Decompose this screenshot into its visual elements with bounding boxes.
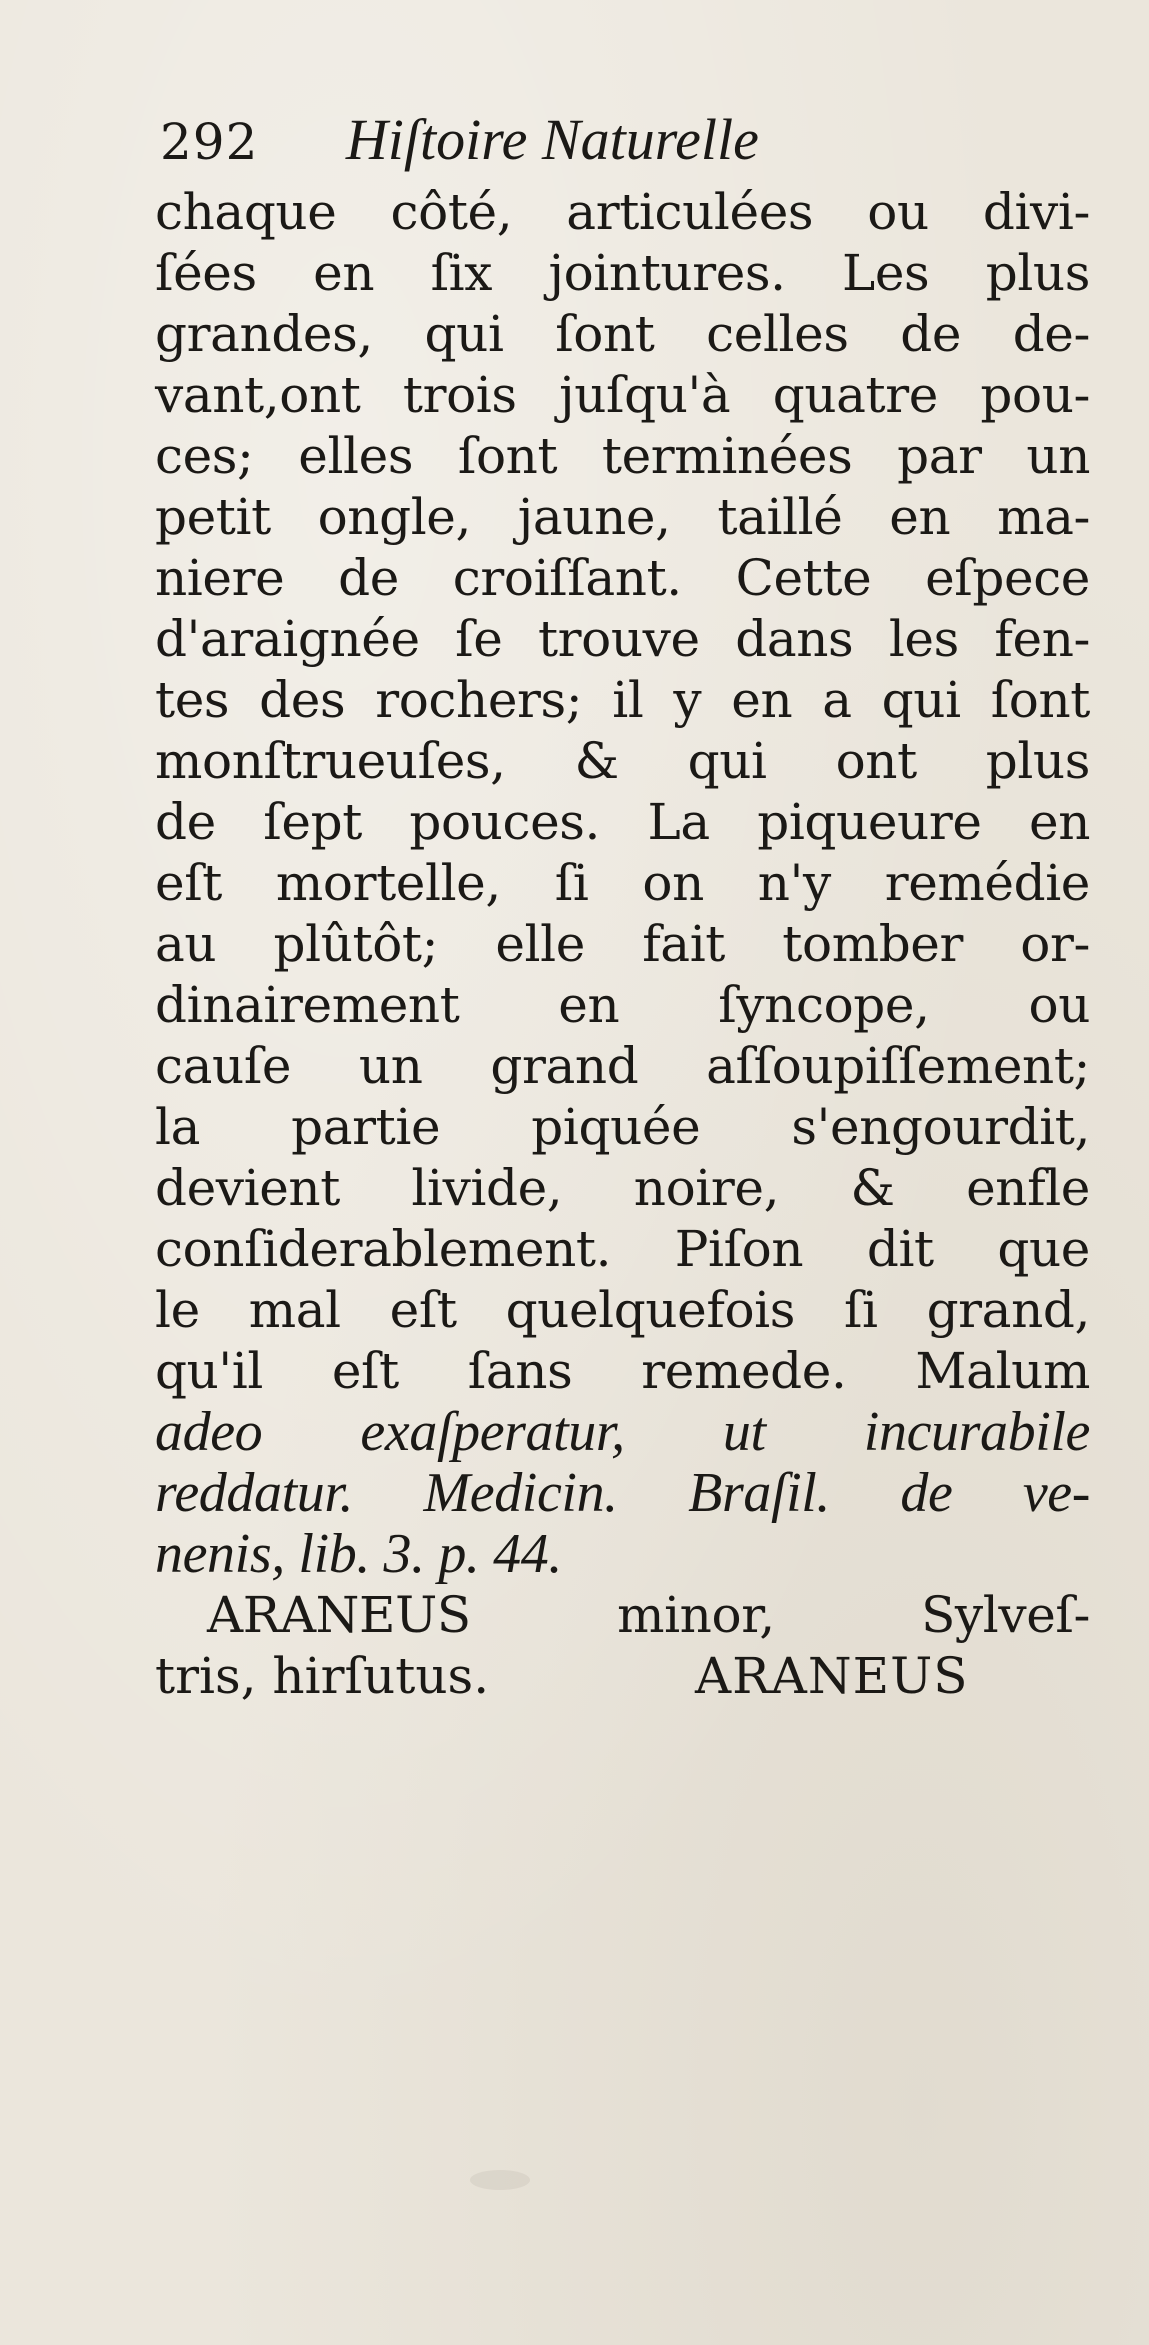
text-line: devient livide, noire, & enfle [155, 1159, 1090, 1217]
text-line: au plûtôt; elle fait tomber or- [155, 915, 1090, 973]
paper-stain [470, 2170, 530, 2190]
text-line: grandes, qui ſont celles de de- [155, 305, 1090, 363]
text-line: tes des rochers; il y en a qui ſont [155, 671, 1090, 729]
text-line: ſées en ſix jointures. Les plus [155, 244, 1090, 302]
page-header [160, 108, 920, 172]
final-line [155, 1646, 1090, 1707]
text-line: de ſept pouces. La piqueure en [155, 793, 1090, 851]
final-line-text: tris, hirſutus. [155, 1647, 490, 1705]
page-number: 292 [160, 113, 259, 171]
text-line: vant,ont trois juſqu'à quatre pou- [155, 366, 1090, 424]
species-heading-line: ARANEUS minor, Sylveſ- [207, 1586, 1090, 1644]
text-line: le mal eſt quelquefois ſi grand, [155, 1281, 1090, 1339]
citation-line: nenis, lib. 3. p. 44. [155, 1523, 562, 1585]
text-line: monſtrueuſes, & qui ont plus [155, 732, 1090, 790]
text-line: ces; elles ſont terminées par un [155, 427, 1090, 485]
catchword: ARANEUS [695, 1647, 969, 1705]
text-line: d'araignée ſe trouve dans les fen- [155, 610, 1090, 668]
body-text [155, 182, 1090, 1707]
latin-quote-line: reddatur. Medicin. Braſil. de ve- [155, 1462, 1090, 1524]
text-line: petit ongle, jaune, taillé en ma- [155, 488, 1090, 546]
text-line: chaque côté, articulées ou divi- [155, 183, 1090, 241]
running-title: Hiſtoire Naturelle [345, 107, 759, 172]
text-line: qu'il eſt ſans remede. Malum [155, 1342, 1090, 1400]
text-line: eſt mortelle, ſi on n'y remédie [155, 854, 1090, 912]
text-line: dinairement en ſyncope, ou [155, 976, 1090, 1034]
text-line: la partie piquée s'engourdit, [155, 1098, 1090, 1156]
text-line: niere de croiſſant. Cette eſpece [155, 549, 1090, 607]
text-line: cauſe un grand aſſoupiſſement; [155, 1037, 1090, 1095]
text-line: conſiderablement. Piſon dit que [155, 1220, 1090, 1278]
latin-quote-line: adeo exaſperatur, ut incurabile [155, 1401, 1090, 1463]
